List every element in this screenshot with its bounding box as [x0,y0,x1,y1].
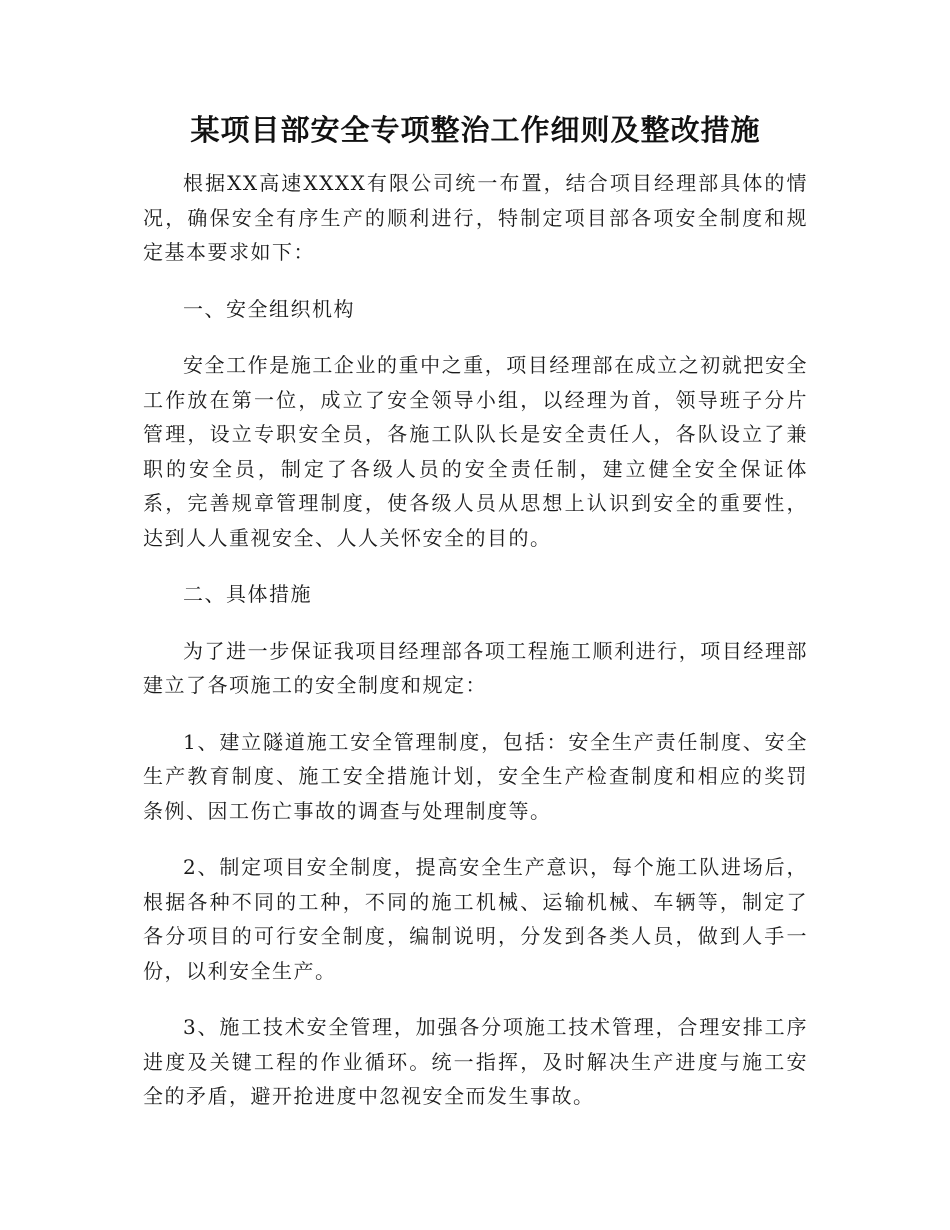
document-title: 某项目部安全专项整治工作细则及整改措施 [190,113,761,147]
section-body-organization: 安全工作是施工企业的重中之重，项目经理部在成立之初就把安全工作放在第一位，成立了安全领导小组，以经理为首，领导班子分片管理，设立专职安全员，各施工队队长是安全责任人，各队设立了兼职的安全员，制定了各级人员的安全责任制，建立健全安全保证体系，完善规章管理制度，使各级人员从思想上认识到安全的重要性，达到人人重视安全、人人关怀安全的目的。 [143,353,808,550]
document-page [143,108,808,1136]
list-item-technical-safety: 3、施工技术安全管理，加强各分项施工技术管理，合理安排工序进度及关键工程的作业循环。统一指挥，及时解决生产进度与施工安全的矛盾，避开抢进度中忽视安全而发生事故。 [143,1015,808,1108]
intro-paragraph: 根据XX高速XXXX有限公司统一布置，结合项目经理部具体的情况，确保安全有序生产的顺利进行，特制定项目部各项安全制度和规定基本要求如下： [143,171,808,264]
section-intro-measures: 为了进一步保证我项目经理部各项工程施工顺利进行，项目经理部建立了各项施工的安全制度和规定： [143,638,808,697]
section-heading-measures: 二、具体措施 [183,582,312,606]
section-heading-organization: 一、安全组织机构 [183,296,355,321]
list-item-project-safety: 2、制定项目安全制度，提高安全生产意识，每个施工队进场后，根据各种不同的工种，不同的施工机械、运输机械、车辆等，制定了各分项目的可行安全制度，编制说明，分发到各类人员，做到人手一份，以利安全生产。 [143,855,808,983]
list-item-tunnel-safety: 1、建立隧道施工安全管理制度，包括：安全生产责任制度、安全生产教育制度、施工安全措施计划，安全生产检查制度和相应的奖罚条例、因工伤亡事故的调查与处理制度等。 [143,729,808,823]
